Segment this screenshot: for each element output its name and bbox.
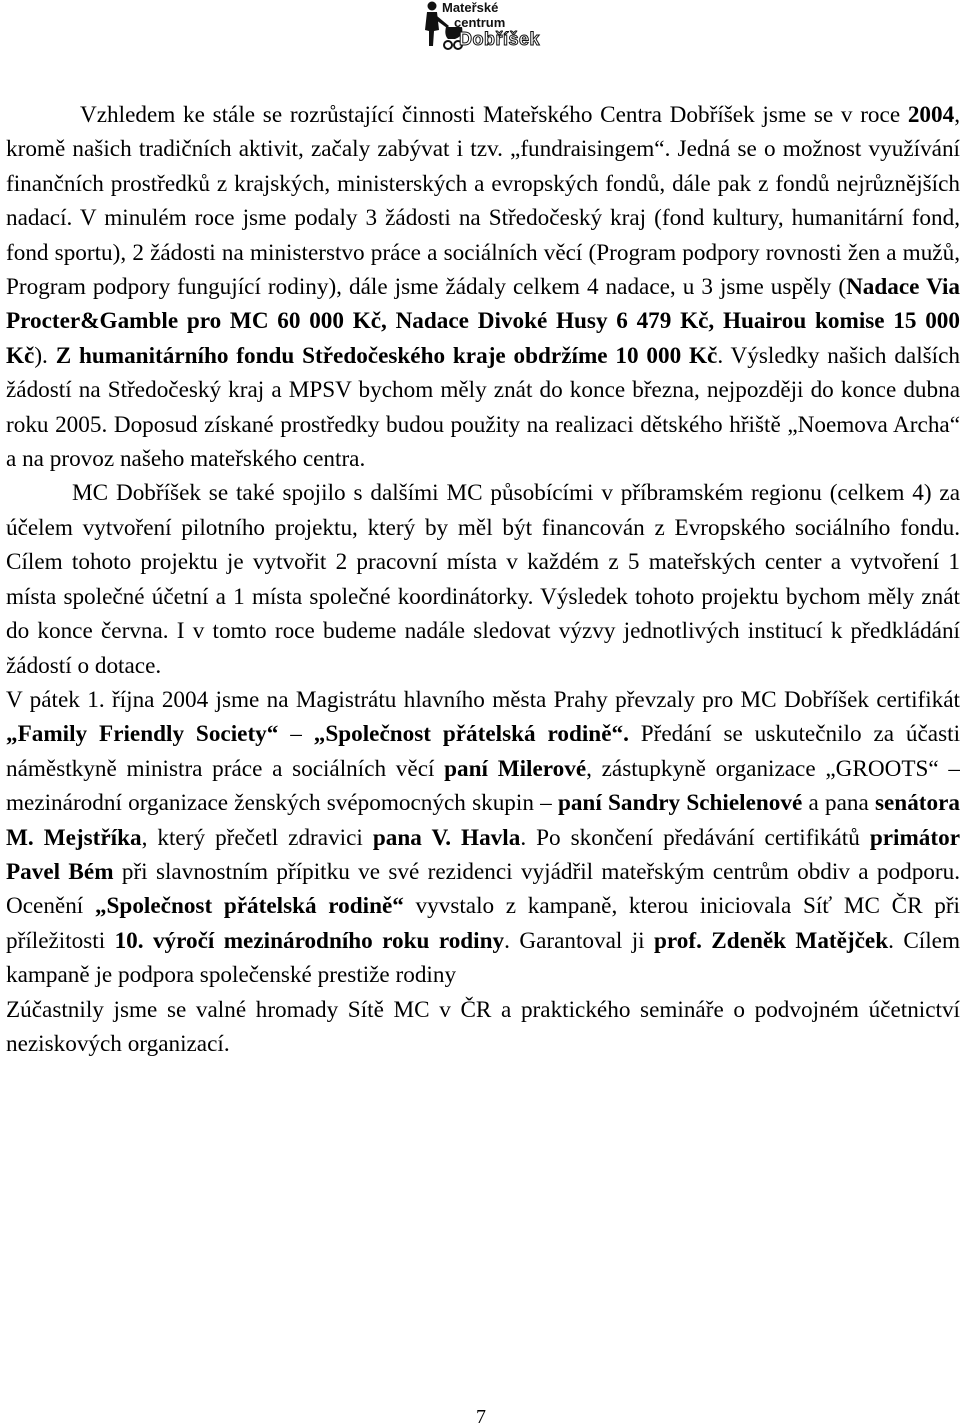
text-run: . Výsledky našich dalších žádostí na Středočeský kraj a MPSV bychom měly znát do konce března, nejpozději do konce dubna roku 2005. Doposud získané prostředky budou použity na realizaci dětského hřiště „Noemova Archa“ a na provoz našeho mateřského centra.	[6, 342, 960, 473]
text-run: . Cílem kampaně je podpora společenské prestiže rodiny	[6, 927, 960, 989]
paragraph-certificate	[6, 683, 960, 993]
paragraph-general-assembly	[6, 993, 960, 1062]
bold-run: Z humanitárního fondu Středočeského kraje obdržíme 10 000 Kč	[55, 342, 718, 369]
logo-text-line2: centrum	[454, 15, 506, 30]
bold-run: „Společnost přátelská rodině“.	[313, 721, 629, 748]
bold-run: 10. výročí mezinárodního roku rodiny	[114, 927, 505, 954]
bold-run: paní Sandry Schielenové	[557, 790, 803, 817]
paragraph-fundraising	[6, 98, 960, 476]
text-run: –	[278, 721, 314, 748]
body-text	[6, 98, 960, 1061]
text-run: . Po skončení předávání certifikátů	[520, 824, 870, 851]
paragraph-pilot-project	[6, 476, 960, 682]
text-run: , zástupkyně organizace „GROOTS“ – mezinárodní organizace ženských svépomocných skupin –	[6, 755, 960, 817]
bold-run: „Family Friendly Society“	[6, 721, 279, 748]
text-run: , kromě našich tradičních aktivit, začaly zabývat i tzv. „fundraisingem“. Jedná se o možnost využívání finančních prostředků z krajských, ministerských a evropských fondů, dále pak z fondů nejrůznějších nadací. V minulém roce jsme podaly 3 žádosti na Středočeský kraj (fond kultury, humanitární fond, fond sportu), 2 žádosti na ministerstvo práce a sociálních věcí (Program podpory rovnosti žen a mužů, Program podpory fungující rodiny), dále jsme žádaly celkem 4 nadace, u 3 jsme uspěly (	[6, 102, 960, 301]
logo	[418, 0, 544, 54]
bold-run: Nadace Via Procter&Gamble pro MC 60 000 Kč, Nadace Divoké Husy 6 479 Kč, Huairou komise 15 000 Kč	[6, 274, 960, 369]
text-run: a pana	[802, 790, 875, 817]
bold-run: „Společnost přátelská rodině“	[94, 893, 404, 920]
bold-run: senátora M. Mejstříka	[6, 790, 960, 851]
text-run: Zúčastnily jsme se valné hromady Sítě MC v ČR a praktického semináře o podvojném účetnictví neziskových organizací.	[6, 996, 960, 1057]
text-run: ).	[34, 342, 56, 369]
text-run: vyvstalo z kampaně, kterou iniciovala Síť MC ČR při příležitosti	[6, 893, 960, 954]
text-run: při slavnostním přípitku ve své rezidenci vyjádřil mateřským centrům obdiv a podporu. Ocenění	[6, 858, 960, 920]
text-run: V pátek 1. října 2004 jsme na Magistrátu hlavního města Prahy převzaly pro MC Dobříšek certifikát	[6, 686, 960, 713]
text-run: . Garantoval ji	[504, 927, 655, 954]
logo-text-line3: Dobříšek	[459, 29, 541, 49]
page-number: 7	[476, 1406, 486, 1428]
bold-run: prof. Zdeněk Matějček	[654, 927, 889, 954]
bold-run: paní Milerové	[444, 755, 587, 782]
logo-text-line1: Mateřské	[442, 0, 499, 15]
bold-run: 2004	[907, 102, 955, 128]
text-run: Předání se uskutečnilo za účasti náměstkyně ministra práce a sociálních věcí	[6, 721, 960, 782]
bold-run: primátor Pavel Bém	[6, 824, 960, 885]
text-run: Vzhledem ke stále se rozrůstající činnosti Mateřského Centra Dobříšek jsme se v roce	[80, 102, 908, 128]
bold-run: pana V. Havla	[372, 824, 521, 851]
text-run: MC Dobříšek se také spojilo s dalšími MC působícími v příbramském regionu (celkem 4) za účelem vytvoření pilotního projektu, který by měl být financován z Evropského sociálního fondu. Cílem tohoto projektu je vytvořit 2 pracovní místa v každém z 5 mateřských center a vytvoření 1 místa společné účetní a 1 místa společné koordinátorky. Výsledek tohoto projektu bychom měly znát do konce června. I v tomto roce budeme nadále sledovat výzvy jednotlivých institucí k předkládání žádostí o dotace.	[6, 480, 960, 679]
text-run: , který přečetl zdravici	[141, 824, 373, 851]
